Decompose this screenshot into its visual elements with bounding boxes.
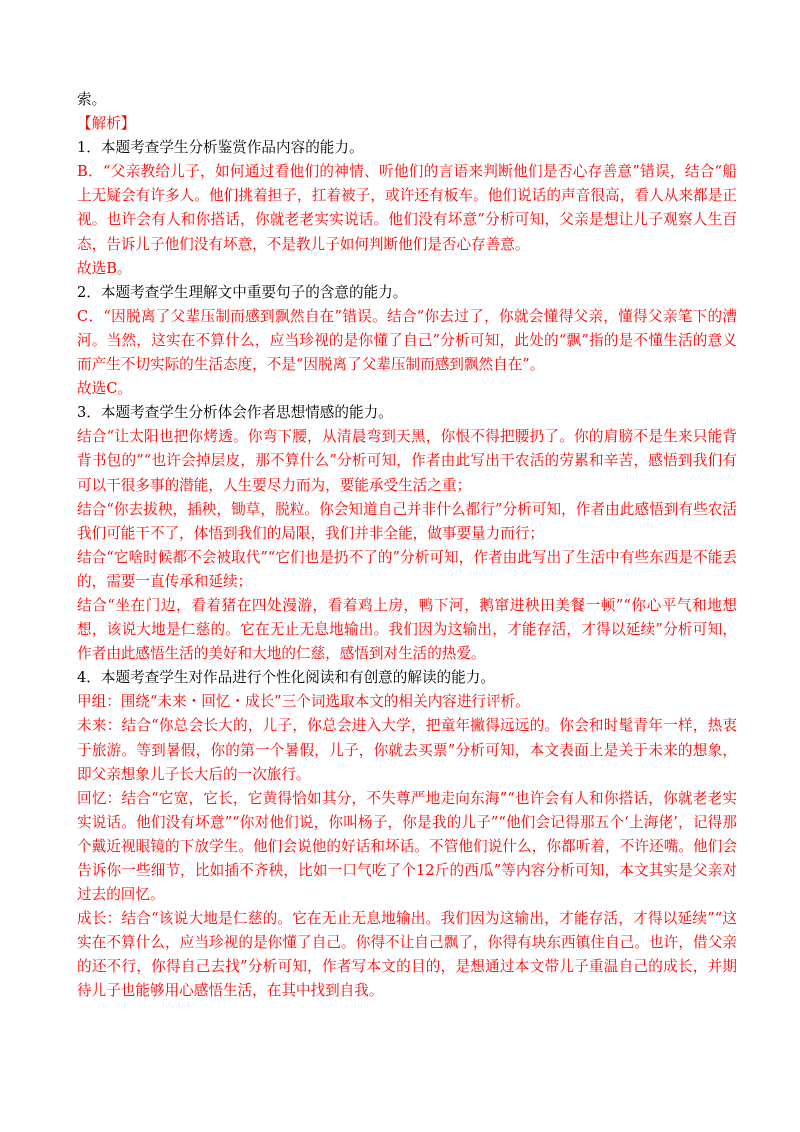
question-4-group-a: 甲组：围绕“未来・回忆・成长”三个词选取本文的相关内容进行评析。 [77, 693, 530, 711]
analysis-heading: 【解析】 [77, 115, 136, 133]
question-4-future: 未来：结合“你总会长大的，儿子，你总会进入大学，把童年撇得远远的。你会和时髦青年一样，热衷于旅游。等到暑假，你的第一个暑假，儿子，你就去买票”分析可知，本文表面上是关于未来的想象，即父亲想象儿子长大后的一次旅行。 [77, 717, 737, 783]
question-2-prompt: 2．本题考查学生理解文中重要句子的含意的能力。 [77, 283, 408, 301]
question-3-point-3: 结合“它啥时候都不会被取代”“它们也是扔不了的”分析可知，作者由此写出了生活中有些东西是不能丢的，需要一直传承和延续； [77, 548, 737, 590]
question-1-answer: 故选B。 [77, 259, 132, 277]
question-4-memory: 回忆：结合“它宽，它长，它黄得恰如其分，不失尊严地走向东海”“也许会有人和你搭话，你就老老实实说话。他们没有坏意”“你对他们说，你叫杨子，你是我的儿子”“他们会记得那五个‘上海佬’，记得那个戴近视眼镜的下放学生。他们会说他的好话和坏话。不管他们说什么，你都听着，不许还嘴。他们会告诉你一些细节，比如插不齐秧，比如一口气吃了个12斤的西瓜”等内容分析可知，本文其实是父亲对过去的回忆。 [77, 789, 737, 904]
question-4-prompt: 4．本题考查学生对作品进行个性化阅读和有创意的解读的能力。 [77, 669, 495, 687]
question-2-analysis: C．“因脱离了父辈压制而感到飘然自在”错误。结合“你去过了，你就会懂得父亲，懂得父亲笔下的漕河。当然，这实在不算什么，应当珍视的是你懂了自己”分析可知，此处的“飘”指的是不懂生活的意义而产生不切实际的生活态度，不是“因脱离了父辈压制而感到飘然自在”。 [77, 307, 737, 374]
text-line-0: 索。 [77, 91, 107, 108]
question-3-point-2: 结合“你去拔秧，插秧，锄草，脱粒。你会知道自己并非什么都行”分析可知，作者由此感悟到有些农活我们可能干不了，体悟到我们的局限，我们并非全能，做事要量力而行； [77, 500, 737, 542]
document-body [77, 88, 737, 1004]
question-1-analysis: B．“父亲教给儿子，如何通过看他们的神情、听他们的言语来判断他们是否心存善意”错误，结合“船上无疑会有许多人。他们挑着担子，扛着被子，或许还有板车。他们说话的声音很高，看人从来都是正视。也许会有人和你搭话，你就老老实实说话。他们没有坏意”分析可知，父亲是想让儿子观察人生百态，告诉儿子他们没有坏意，不是教儿子如何判断他们是否心存善意。 [77, 163, 737, 253]
question-2-answer: 故选C。 [77, 380, 132, 398]
question-3-point-4: 结合“坐在门边，看着猪在四处漫游，看着鸡上房，鸭下河，鹅窜进秧田美餐一顿”“你心平气和地想想，该说大地是仁慈的。它在无止无息地输出。我们因为这输出，才能存活，才得以延续”分析可知，作者由此感悟生活的美好和大地的仁慈，感悟到对生活的热爱。 [77, 596, 737, 663]
question-3-prompt: 3．本题考查学生分析体会作者思想情感的能力。 [77, 404, 393, 422]
question-4-growth: 成长：结合“该说大地是仁慈的。它在无止无息地输出。我们因为这输出，才能存活，才得以延续”“这实在不算什么，应当珍视的是你懂了自己。你得不让自己飘了，你得有块东西镇住自己。也许，借父亲的还不行，你得自己去找”分析可知，作者写本文的目的，是想通过本文带儿子重温自己的成长，并期待儿子也能够用心感悟生活，在其中找到自我。 [77, 910, 737, 1000]
question-3-point-1: 结合“让太阳也把你烤透。你弯下腰，从清晨弯到天黑，你恨不得把腰扔了。你的肩膀不是生来只能背背书包的”“也许会掉层皮，那不算什么”分析可知，作者由此写出干农活的劳累和辛苦，感悟到我们有可以干很多事的潜能，人生要尽力而为，要能承受生活之重； [77, 428, 737, 494]
question-1-prompt: 1．本题考查学生分析鉴赏作品内容的能力。 [77, 139, 364, 157]
